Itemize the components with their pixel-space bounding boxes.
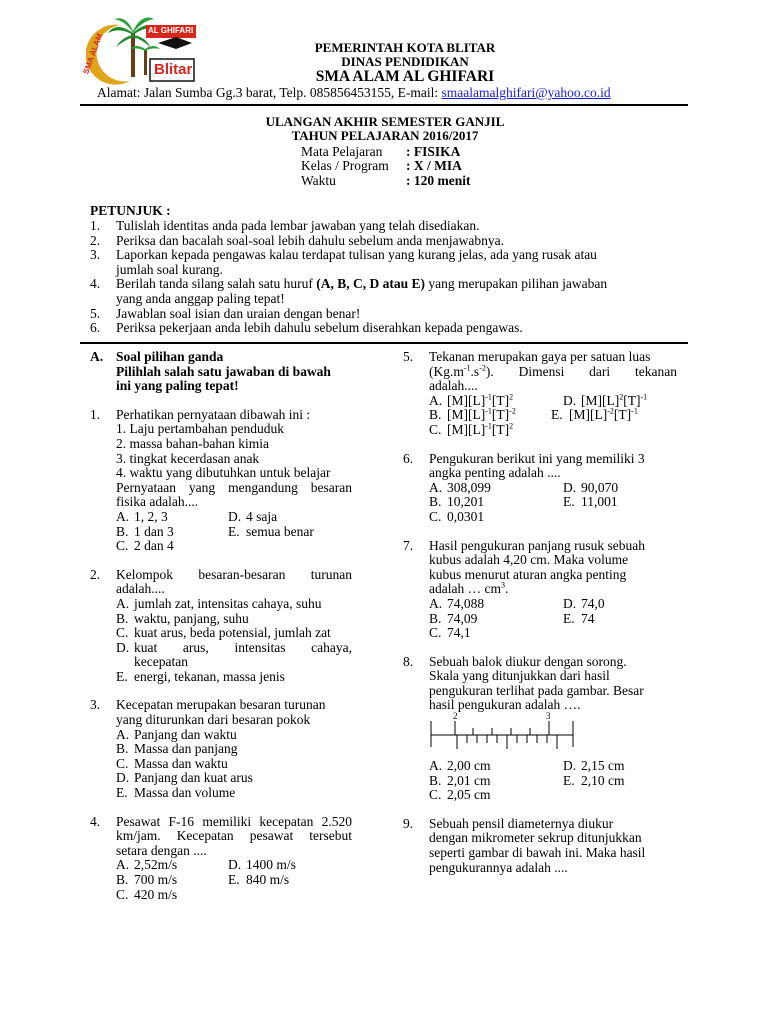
option-a[interactable]: 308,099 (447, 479, 491, 495)
option-e[interactable]: 11,001 (581, 494, 618, 510)
logo-banner-text: AL GHIFARI (148, 26, 194, 35)
right-column: 5. Tekanan merupakan gaya per satuan luas $(Kg.m^{-1}.s^{-2})$. Dimensi dari tekanan adalah.... A. $[M][L]^{-1}[T]^2$ D. $[M][L]^2[T]^{-1}$ B. $[M][L]^{-1}[T]^{-2}$ E. $[M][L]^{-2}[T]^{-1}$ C. $[M][L]^{-1}[T]^2$ 6. Pengukuran berikut ini yang memiliki 3 angka penting adalah .... A. 308,099 D. 90,070 B. 10,201 E. 11,001 C. 0,0301 7. Hasil pengukuran panjang rusuk sebuah kubus adalah 4,20 cm. Maka volume kubus menurut aturan angka penting adalah … $cm^3$. A. 74,088 D. 74,0 B. 74,09 E. 74 C. 74,1 8. Sebuah balok diukur dengan sorong. Skala yang ditunjukkan dari hasil pengukuran terlihat pada gambar. Besar hasil pengukuran adalah …. 2 3 A. 2,00 cm D. 2,15 cm B. 2,01 cm E. 2,10 cm C. 2,05 cm 9. Sebuah pensil diameternya diukur dengan mikrometer sekrup ditunjukkan seperti gambar di bawah ini. Maka hasil pengukurannya adalah .... (403, 349, 677, 875)
answer-row: B. 1 dan 3 E. semua benar (116, 523, 314, 539)
instruction-item: 3. Laporkan kepada pengawas kalau terdapat tulisan yang kurang jelas, ada yang rusak atau (90, 247, 597, 263)
option-c[interactable]: 0,0301 (447, 508, 485, 524)
section-heading: A. Soal pilihan ganda (90, 349, 224, 364)
question-7: 7. Hasil pengukuran panjang rusuk sebuah (403, 537, 645, 553)
question-9: 9. Sebuah pensil diameternya diukur (403, 815, 614, 831)
instruction-item: 1. Tulislah identitas anda pada lembar jawaban yang telah disediakan. (90, 218, 480, 233)
option-b[interactable]: Massa dan panjang (134, 741, 238, 757)
scale-label-2: 2 (453, 711, 458, 722)
question-3: 3. Kecepatan merupakan besaran turunan (90, 697, 326, 713)
option-a[interactable]: $[M][L]^{-1}[T]^2$ (447, 392, 514, 408)
email-link[interactable]: smaalamalghifari@yahoo.co.id (441, 85, 611, 100)
option-a[interactable]: jumlah zat, intensitas cahaya, suhu (134, 595, 322, 611)
exam-title-2: TAHUN PELAJARAN 2016/2017 (291, 128, 479, 143)
instruction-item-cont: yang anda anggap paling tepat! (116, 290, 285, 306)
subject-label: Mata Pelajaran (301, 144, 383, 159)
option-e[interactable]: semua benar (246, 523, 314, 539)
instruction-item: 4. Berilah tanda silang salah satu huruf (A, B, C, D atau E) yang merupakan pilihan jawaban (90, 276, 608, 292)
option-c[interactable]: 2 dan 4 (134, 538, 174, 554)
option-a[interactable]: 2,52m/s (134, 857, 178, 873)
section-instruction: Pilihlah salah satu jawaban di bawah (116, 363, 331, 379)
question-1: 1. Perhatikan pernyataan dibawah ini : (90, 406, 311, 422)
option-c[interactable]: 420 m/s (134, 886, 178, 902)
option-a[interactable]: 2,00 cm (447, 758, 491, 774)
option-c[interactable]: Massa dan waktu (134, 755, 228, 771)
option-d[interactable]: 2,15 cm (581, 758, 625, 774)
option-c[interactable]: 2,05 cm (447, 787, 491, 803)
instruction-item: 5. Jawablan soal isian dan uraian dengan benar! (90, 305, 361, 321)
question-4: 4. Pesawat F-16 memiliki kecepatan 2.520 (90, 813, 352, 829)
instruction-item: 2. Periksa dan bacalah soal-soal lebih dahulu sebelum anda menjawabnya. (90, 232, 504, 248)
question-2: 2. Kelompok besaran-besaran turunan (90, 566, 352, 582)
subject-value: : FISIKA (406, 144, 461, 159)
option-d[interactable]: 90,070 (581, 479, 619, 495)
option-c[interactable]: kuat arus, beda potensial, jumlah zat (134, 625, 331, 641)
option-d[interactable]: $[M][L]^2[T]^{-1}$ (581, 392, 648, 408)
caliper-figure (403, 713, 677, 759)
option-a[interactable]: 74,088 (447, 595, 485, 611)
option-d[interactable]: 74,0 (581, 595, 605, 611)
option-c[interactable]: 74,1 (447, 625, 471, 641)
option-b[interactable]: $[M][L]^{-1}[T]^{-2}$ (447, 406, 516, 423)
logo-arc-text: SMA ALAM (81, 32, 105, 76)
option-e[interactable]: $[M][L]^{-2}[T]^{-1}$ (569, 406, 638, 423)
option-e[interactable]: energi, tekanan, massa jenis (134, 668, 285, 684)
time-value: : 120 menit (406, 173, 471, 188)
exam-title-1: ULANGAN AKHIR SEMESTER GANJIL (265, 114, 505, 129)
option-d[interactable]: Panjang dan kuat arus (134, 770, 253, 786)
school-logo (81, 15, 196, 87)
header-line-1: PEMERINTAH KOTA BLITAR (314, 40, 496, 55)
option-b[interactable]: 700 m/s (134, 872, 178, 887)
option-d[interactable]: 4 saja (246, 508, 278, 524)
option-b[interactable]: waktu, panjang, suhu (134, 610, 249, 626)
option-e[interactable]: 74 (581, 610, 595, 626)
option-e[interactable]: Massa dan volume (134, 785, 236, 801)
class-label: Kelas / Program (301, 158, 389, 173)
logo-city-text: Blitar (154, 61, 193, 78)
header-school-name: SMA ALAM AL GHIFARI (315, 68, 495, 85)
question-5: 5. Tekanan merupakan gaya per satuan luas (403, 349, 651, 364)
scale-label-3: 3 (546, 711, 551, 722)
option-a[interactable]: 1, 2, 3 (134, 508, 168, 524)
answer-row: C. 2 dan 4 (116, 538, 174, 554)
instructions-list (90, 219, 680, 336)
header-divider (80, 104, 688, 106)
option-e[interactable]: 840 m/s (246, 872, 290, 887)
instruction-item: 6. Periksa pekerjaan anda lebih dahulu sebelum diserahkan kepada pengawas. (90, 320, 523, 336)
header-address (97, 86, 697, 101)
option-b[interactable]: 1 dan 3 (134, 523, 174, 539)
option-c[interactable]: $[M][L]^{-1}[T]^2$ (447, 421, 514, 437)
question-8: 8. Sebuah balok diukur dengan sorong. (403, 653, 627, 669)
option-e[interactable]: 2,10 cm (581, 772, 625, 788)
option-d[interactable]: kuat arus, intensitas cahaya, (134, 639, 352, 655)
option-d[interactable]: 1400 m/s (246, 857, 296, 873)
class-value: : X / MIA (406, 158, 462, 173)
instruction-item-cont: jumlah soal kurang. (116, 261, 223, 277)
instructions-title: PETUNJUK : (90, 203, 171, 218)
option-b[interactable]: 10,201 (447, 494, 485, 510)
option-b[interactable]: 74,09 (447, 610, 478, 626)
time-label: Waktu (301, 173, 336, 188)
header-line-2: DINAS PENDIDIKAN (341, 54, 469, 69)
question-6: 6. Pengukuran berikut ini yang memiliki 3 (403, 450, 645, 466)
left-column: A. Soal pilihan ganda Pilihlah salah satu jawaban di bawah ini yang paling tepat! 1. Perhatikan pernyataan dibawah ini : 1. Laju pertambahan penduduk 2. massa bahan-bahan kimia 3. tingkat kecerdasan anak 4. waktu yang dibutuhkan untuk belajar Pernyataan yang mengandung besaran fisika adalah.... A. 1, 2, 3 D. 4 saja B. 1 dan 3 E. semua benar C. 2 dan 4 2. Kelompok besaran-besaran turunan adalah.... A. jumlah zat, intensitas cahaya, suhu B. waktu, panjang, suhu C. kuat arus, beda potensial, jumlah zat D. kuat arus, intensitas cahaya, kecepatan E. energi, tekanan, massa jenis 3. Kecepatan merupakan besaran turunan yang diturunkan dari besaran pokok A. Panjang dan waktu B. Massa dan panjang C. Massa dan waktu D. Panjang dan kuat arus E. Massa dan volume 4. Pesawat F-16 memiliki kecepatan 2.520 km/jam. Kecepatan pesawat tersebut setara dengan .... A. 2,52m/s D. 1400 m/s B. 700 m/s E. 840 m/s C. 420 m/s (90, 349, 352, 902)
option-b[interactable]: 2,01 cm (447, 772, 491, 788)
address-text: Alamat: Jalan Sumba Gg.3 barat, Telp. 085856453155, E-mail: (97, 85, 442, 100)
instructions-divider (80, 342, 688, 344)
option-a[interactable]: Panjang dan waktu (134, 726, 237, 742)
answer-row: A. 1, 2, 3 D. 4 saja (116, 508, 278, 524)
